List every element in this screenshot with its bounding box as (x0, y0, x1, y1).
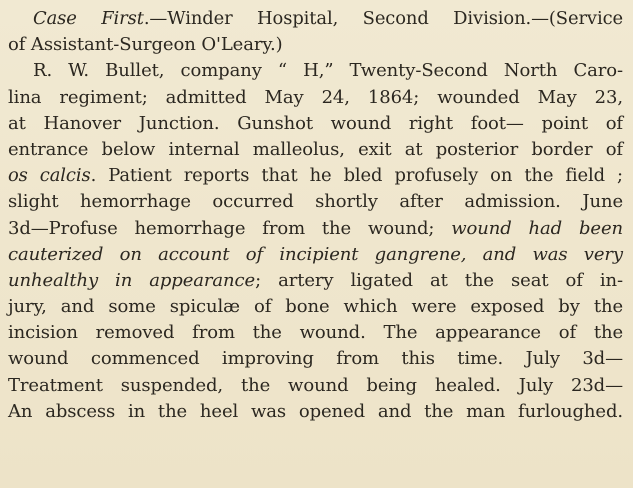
text-line: entrance below internal malleolus, exit at posterior border of (8, 138, 623, 160)
text-line: slight hemorrhage occurred shortly after admission. June (8, 191, 623, 213)
text-line: wound commenced improving from this time. July 3d— (8, 348, 623, 370)
text-line: os calcis. Patient reports that he bled profusely on the field ; (8, 165, 623, 187)
text-line: 3d—Profuse hemorrhage from the wound; wound had been (8, 217, 623, 239)
text-line: cauterized on account of incipient gangrene, and was very (8, 243, 623, 265)
document-page (8, 6, 623, 425)
text-line: at Hanover Junction. Gunshot wound right foot— point of (8, 112, 623, 134)
text-line: lina regiment; admitted May 24, 1864; wounded May 23, (8, 86, 623, 108)
case-heading-paragraph (8, 6, 623, 58)
text-line: incision removed from the wound. The appearance of the (8, 322, 623, 344)
text-line: R. W. Bullet, company “ H,” Twenty-Second North Caro- (33, 60, 623, 82)
text-line: of Assistant-Surgeon O'Leary.) (8, 34, 283, 56)
text-line: jury, and some spiculæ of bone which were exposed by the (8, 296, 623, 318)
text-line: An abscess in the heel was opened and the man furloughed. (8, 400, 623, 422)
text-line: unhealthy in appearance; artery ligated at the seat of in- (8, 269, 623, 291)
text-line: Treatment suspended, the wound being healed. July 23d— (8, 374, 623, 396)
case-body-paragraph (8, 58, 623, 425)
text-line: Case First.—Winder Hospital, Second Division.—(Service (33, 8, 623, 29)
